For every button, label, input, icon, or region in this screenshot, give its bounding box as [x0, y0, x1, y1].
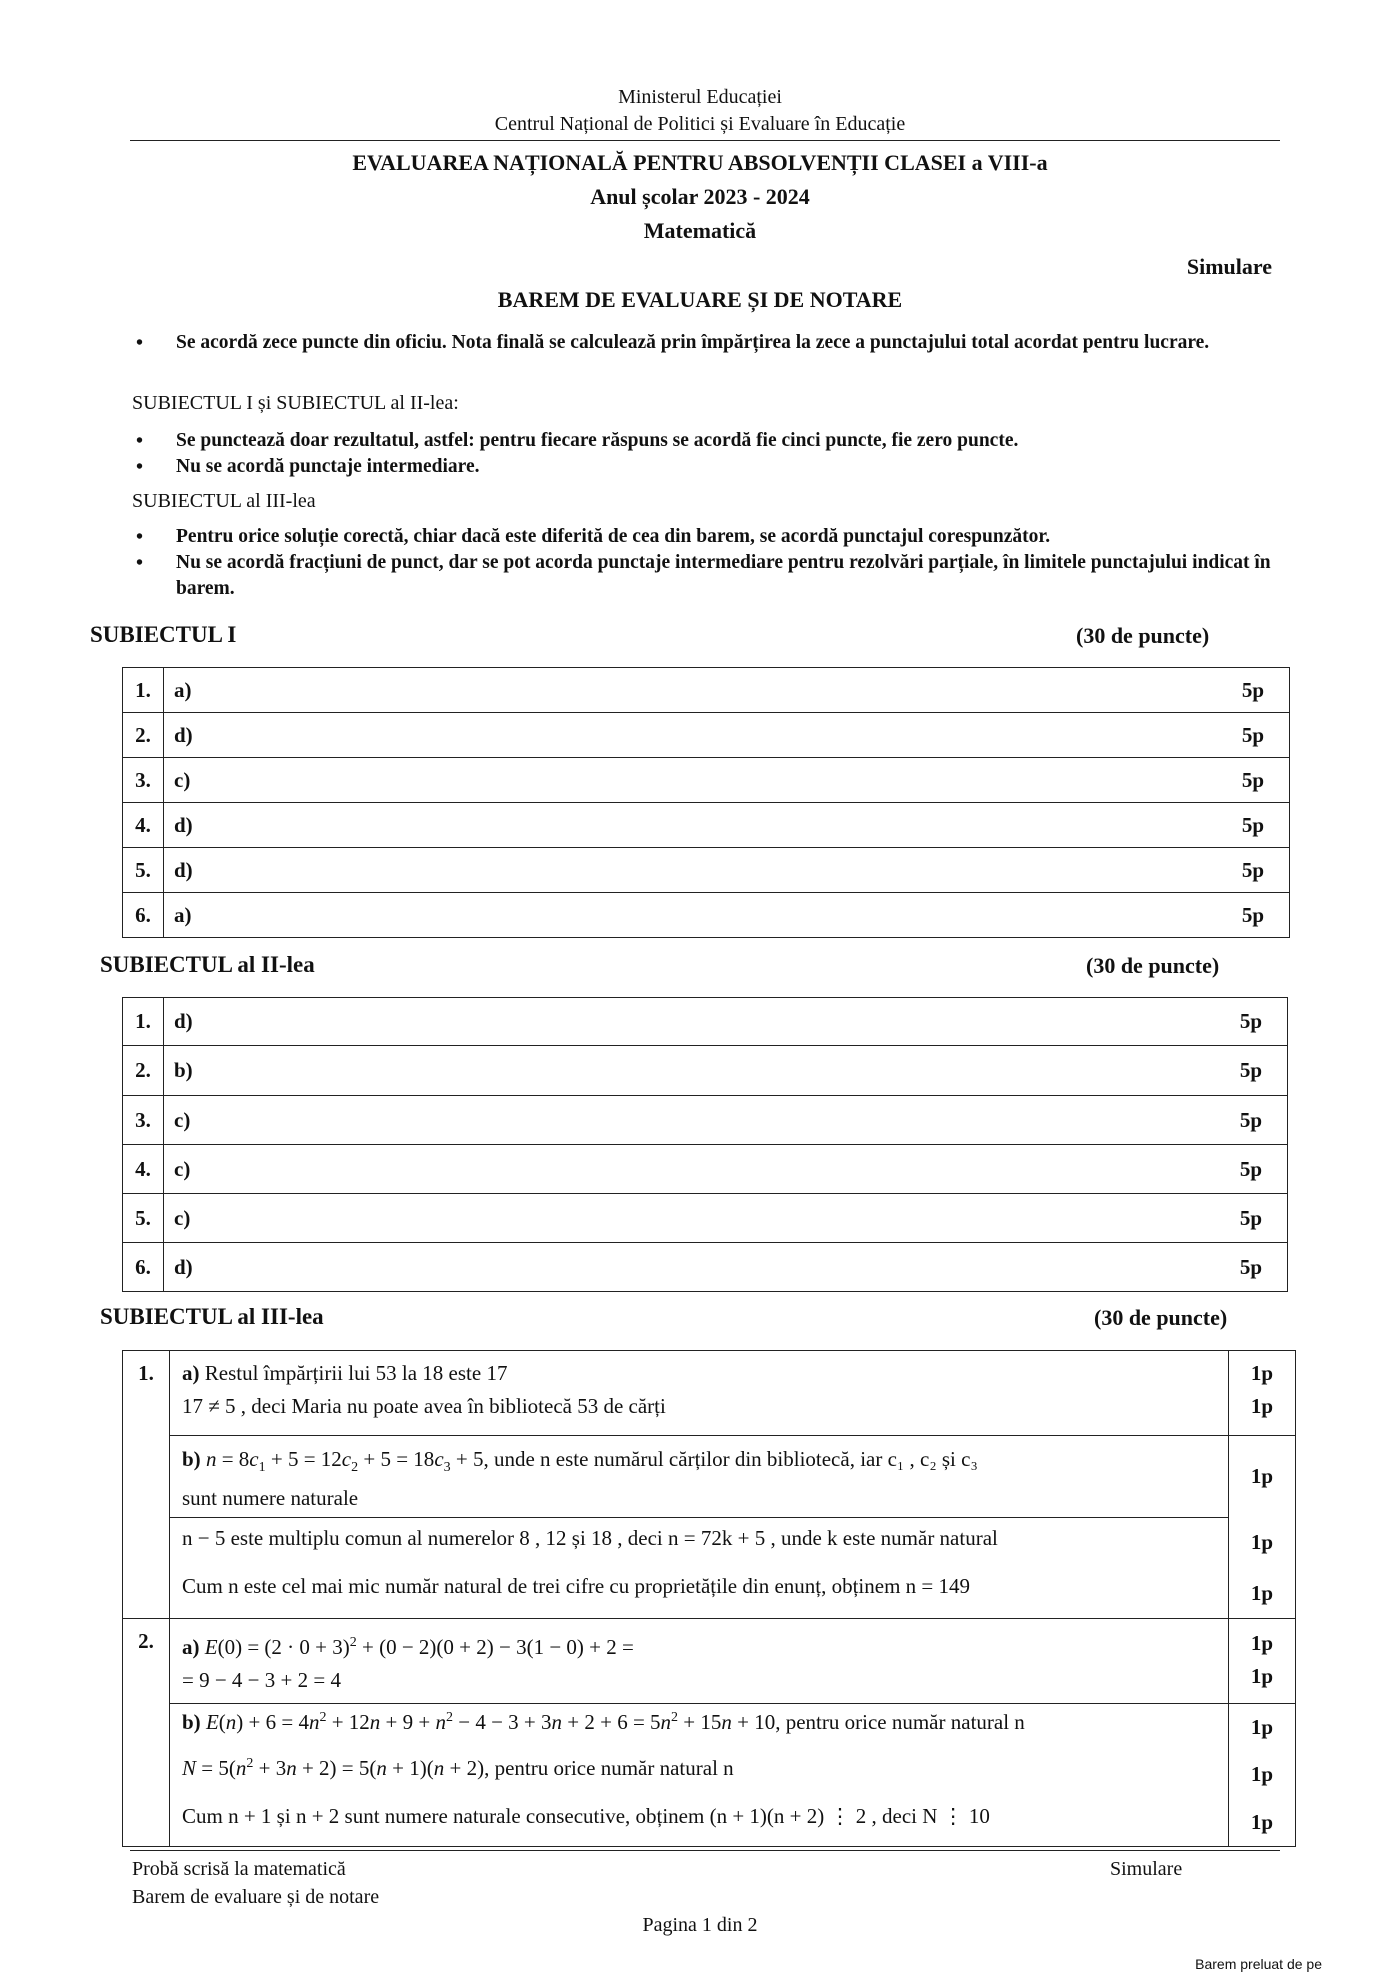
rules-heading-sub1-2: SUBIECTUL I și SUBIECTUL al II-lea:	[132, 392, 459, 414]
line-points: 1p	[1250, 1464, 1274, 1489]
row-answer: b)	[164, 1046, 1216, 1096]
solution-line: = 9 − 4 − 3 + 2 = 4	[182, 1668, 341, 1693]
row-number: 4.	[123, 1145, 164, 1194]
table-row	[123, 803, 1290, 848]
subject3-title: SUBIECTUL al III-lea	[100, 1304, 324, 1329]
row-answer: a)	[164, 668, 1218, 713]
problem1-a-row	[123, 1351, 1296, 1436]
part-label: b)	[182, 1710, 201, 1735]
row-answer: c)	[164, 758, 1218, 803]
row-points: 5p	[1217, 803, 1290, 848]
line-points: 1p	[1250, 1714, 1274, 1739]
table-row	[123, 1194, 1288, 1243]
row-points: 5p	[1217, 893, 1290, 938]
row-answer: d)	[164, 998, 1216, 1046]
row-points: 5p	[1215, 1145, 1288, 1194]
source-note: Barem preluat de pe	[1195, 1956, 1322, 1972]
row-points: 5p	[1217, 713, 1290, 758]
row-answer: d)	[164, 803, 1218, 848]
row-answer: d)	[164, 713, 1218, 758]
part-label: a)	[182, 1361, 200, 1385]
center-name: Centrul Național de Politici și Evaluare în Educație	[494, 113, 906, 135]
part-label: a)	[182, 1635, 200, 1660]
row-points: 5p	[1215, 998, 1288, 1046]
problem1-b-row3	[123, 1568, 1296, 1619]
table-row	[123, 1243, 1288, 1292]
solution-line: n − 5 este multiplu comun al numerelor 8 , 12 și 18 , deci n = 72k + 5 , unde k este număr natural	[170, 1518, 1229, 1569]
subject3-points: (30 de puncte)	[1094, 1305, 1228, 1330]
rule-item: • Pentru orice soluție corectă, chiar dacă este diferită de cea din barem, se acordă punctajul corespunzător.	[132, 524, 1272, 550]
footer-right: Simulare	[1110, 1858, 1183, 1880]
line-points: 1p	[1250, 1809, 1274, 1834]
header-divider	[130, 140, 1280, 141]
problem-number: 2.	[123, 1619, 170, 1847]
subject2-title: SUBIECTUL al II-lea	[100, 952, 315, 977]
row-points: 5p	[1215, 1194, 1288, 1243]
subject3-solution-table	[122, 1350, 1296, 1847]
problem-number: 1.	[123, 1351, 170, 1619]
row-number: 6.	[123, 893, 164, 938]
solution-line: , unde n este numărul cărților din bibliotecă, iar c₁ , c₂ și c₃	[483, 1447, 978, 1471]
subject2-answer-table	[122, 997, 1288, 1292]
problem1-b-row2	[123, 1518, 1296, 1569]
row-points: 5p	[1217, 758, 1290, 803]
table-row	[123, 668, 1290, 713]
problem2-b-row2	[123, 1750, 1296, 1798]
problem2-b-row3	[123, 1798, 1296, 1847]
general-rules	[132, 330, 1272, 356]
row-number: 3.	[123, 758, 164, 803]
line-points: 1p	[1250, 1664, 1274, 1689]
problem2-b-row1	[123, 1704, 1296, 1751]
row-number: 6.	[123, 1243, 164, 1292]
row-number: 2.	[123, 713, 164, 758]
row-points: 5p	[1215, 1046, 1288, 1096]
exam-title: EVALUAREA NAȚIONALĂ PENTRU ABSOLVENȚII CLASEI a VIII-a	[352, 150, 1048, 175]
variant-label: Simulare	[1186, 254, 1272, 279]
footer-divider	[130, 1850, 1280, 1851]
row-number: 1.	[123, 998, 164, 1046]
solution-line: 17 ≠ 5 , deci Maria nu poate avea în bibliotecă 53 de cărți	[182, 1394, 666, 1418]
table-row	[123, 1145, 1288, 1194]
school-year: Anul școlar 2023 - 2024	[590, 184, 810, 209]
rules-heading-sub3: SUBIECTUL al III-lea	[132, 490, 316, 512]
solution-line: , pentru orice număr natural n	[484, 1756, 734, 1781]
formula-e0: $E(0) = (2 \cdot 0 + 3)^2 + (0 - 2)(0 + 2) - 3(1 - 0) + 2$ =	[204, 1635, 634, 1660]
line-points: 1p	[1250, 1361, 1274, 1385]
table-row	[123, 998, 1288, 1046]
row-answer: a)	[164, 893, 1218, 938]
table-row	[123, 1096, 1288, 1145]
row-number: 2.	[123, 1046, 164, 1096]
row-number: 1.	[123, 668, 164, 713]
row-answer: d)	[164, 1243, 1216, 1292]
row-number: 5.	[123, 848, 164, 893]
solution-line: Cum n este cel mai mic număr natural de trei cifre cu proprietățile din enunț, obținem n = 149	[170, 1568, 1229, 1619]
rule-item: • Nu se acordă fracțiuni de punct, dar se pot acorda punctaje intermediare pentru rezolvări parțiale, în limitele punctajului indicat în barem.	[132, 550, 1272, 602]
table-row	[123, 848, 1290, 893]
subject2-points: (30 de puncte)	[1086, 953, 1220, 978]
problem1-b-row1	[123, 1436, 1296, 1518]
problem2-a-row	[123, 1619, 1296, 1704]
line-points: 1p	[1250, 1631, 1274, 1656]
table-row	[123, 1046, 1288, 1096]
row-answer: c)	[164, 1096, 1216, 1145]
rule-item: • Se acordă zece puncte din oficiu. Nota finală se calculează prin împărțirea la zece a punctajului total acordat pentru lucrare.	[132, 330, 1272, 356]
row-answer: c)	[164, 1194, 1216, 1243]
line-points: 1p	[1250, 1580, 1274, 1605]
solution-line: Restul împărțirii lui 53 la 18 este 17	[204, 1361, 508, 1385]
row-number: 3.	[123, 1096, 164, 1145]
subject1-answer-table	[122, 667, 1290, 938]
subject1-points: (30 de puncte)	[1076, 623, 1210, 648]
solution-line: sunt numere naturale	[182, 1486, 359, 1511]
row-points: 5p	[1217, 848, 1290, 893]
row-number: 4.	[123, 803, 164, 848]
line-points: 1p	[1250, 1761, 1274, 1786]
rule-item: • Se punctează doar rezultatul, astfel: pentru fiecare răspuns se acordă fie cinci puncte, fie zero puncte.	[132, 428, 1272, 454]
formula-en: $E(n) + 6 = 4n^2 + 12n + 9 + n^2 - 4 - 3 + 3n + 2 + 6 = 5n^2 + 15n + 10$	[205, 1710, 776, 1735]
rules-sub3	[132, 524, 1272, 602]
rule-item: • Nu se acordă punctaje intermediare.	[132, 454, 1272, 480]
row-points: 5p	[1215, 1243, 1288, 1292]
table-row	[123, 713, 1290, 758]
line-points: 1p	[1250, 1394, 1274, 1418]
rules-sub1-2	[132, 428, 1272, 480]
formula-n: $n = 8c_1 + 5 = 12c_2 + 5 = 18c_3 + 5$	[205, 1447, 484, 1476]
footer-left-2: Barem de evaluare și de notare	[132, 1886, 380, 1908]
solution-line: Cum n + 1 și n + 2 sunt numere naturale consecutive, obținem (n + 1)(n + 2) ⋮ 2 , deci N ⋮ 10	[170, 1798, 1229, 1847]
ministry-name: Ministerul Educației	[618, 86, 782, 108]
page-number: Pagina 1 din 2	[642, 1914, 758, 1936]
solution-line: , pentru orice număr natural n	[775, 1710, 1025, 1735]
table-row	[123, 893, 1290, 938]
formula-N: $N = 5(n^2 + 3n + 2) = 5(n + 1)(n + 2)$	[182, 1756, 485, 1781]
row-answer: d)	[164, 848, 1218, 893]
subject-name: Matematică	[643, 218, 757, 243]
subject1-title: SUBIECTUL I	[90, 622, 237, 647]
row-answer: c)	[164, 1145, 1216, 1194]
row-number: 5.	[123, 1194, 164, 1243]
footer-left-1: Probă scrisă la matematică	[132, 1858, 346, 1880]
row-points: 5p	[1215, 1096, 1288, 1145]
document-title: BAREM DE EVALUARE ȘI DE NOTARE	[497, 287, 903, 312]
line-points: 1p	[1250, 1530, 1274, 1555]
part-label: b)	[182, 1447, 201, 1471]
row-points: 5p	[1217, 668, 1290, 713]
table-row	[123, 758, 1290, 803]
